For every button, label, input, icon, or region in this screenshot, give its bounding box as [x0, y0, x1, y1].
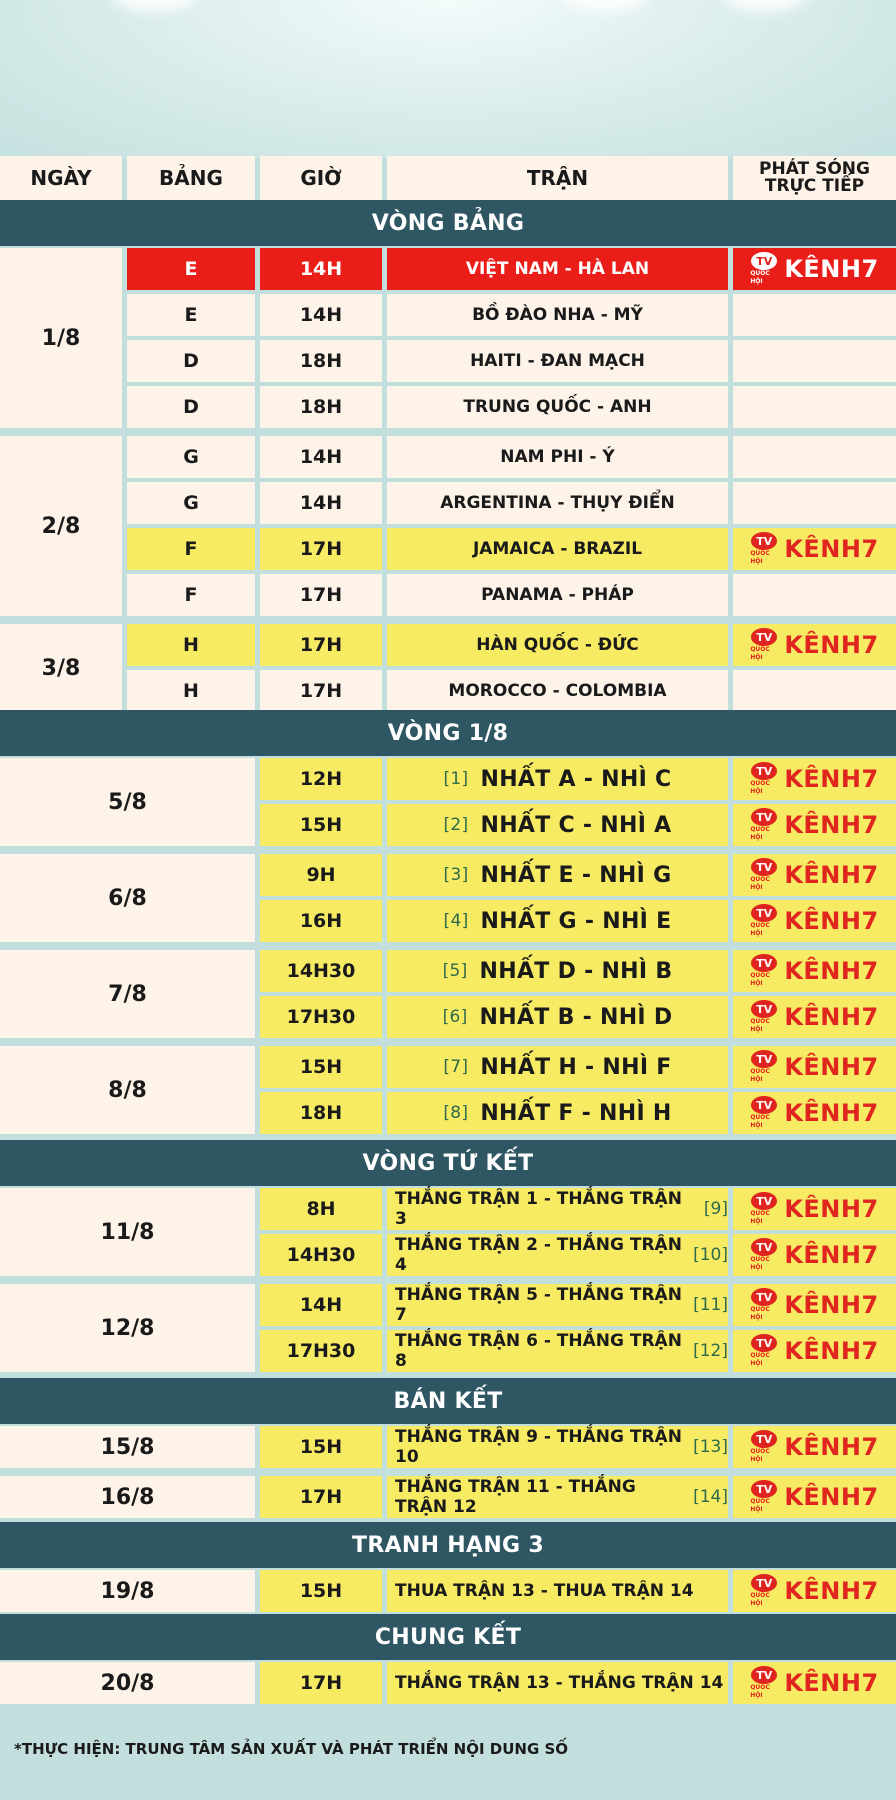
tv-mark-icon — [750, 1480, 778, 1514]
time-cell: 15H — [260, 1046, 382, 1088]
date-cell: 16/8 — [0, 1476, 255, 1518]
match-label: NHẤT D - NHÌ B — [479, 958, 673, 984]
time-cell: 15H — [260, 804, 382, 846]
kenh7-logo — [750, 1096, 878, 1130]
broadcast-cell — [733, 900, 896, 942]
kenh7-logo-text: KÊNH7 — [784, 861, 879, 889]
header-broadcast-line2: TRỰC TIẾP — [764, 176, 865, 196]
match-cell: TRUNG QUỐC - ANH — [387, 386, 728, 428]
match-number: [9] — [703, 1199, 728, 1219]
broadcast-cell — [733, 1234, 896, 1276]
group-cell: E — [127, 248, 255, 290]
kenh7-logo-text: KÊNH7 — [784, 907, 879, 935]
tv-mark-icon — [750, 1666, 778, 1700]
match-label: NHẤT H - NHÌ F — [480, 1054, 672, 1080]
match-label: NHẤT F - NHÌ H — [480, 1100, 672, 1126]
tv-mark-icon — [750, 858, 778, 892]
time-cell: 14H — [260, 294, 382, 336]
time-cell: 14H30 — [260, 950, 382, 992]
tv-mark-icon — [750, 808, 778, 842]
tv-mark-sub: QUỐC HỘI — [750, 1306, 770, 1321]
date-cell: 15/8 — [0, 1426, 255, 1468]
time-cell: 14H — [260, 248, 382, 290]
time-cell: 17H — [260, 528, 382, 570]
kenh7-logo-text: KÊNH7 — [784, 1195, 879, 1223]
kenh7-logo — [750, 762, 878, 796]
date-cell: 8/8 — [0, 1046, 255, 1134]
broadcast-cell-empty — [733, 294, 896, 336]
kenh7-logo — [750, 532, 878, 566]
tv-circle-icon: TV — [751, 1430, 777, 1448]
kenh7-logo — [750, 1334, 878, 1368]
match-cell: HAITI - ĐAN MẠCH — [387, 340, 728, 382]
tv-mark-sub: QUỐC HỘI — [750, 826, 770, 841]
broadcast-cell-empty — [733, 386, 896, 428]
broadcast-cell-empty — [733, 482, 896, 524]
time-cell: 14H — [260, 482, 382, 524]
match-label: NHẤT A - NHÌ C — [480, 766, 672, 792]
match-cell — [387, 1476, 728, 1518]
time-cell: 8H — [260, 1188, 382, 1230]
tv-circle-icon: TV — [751, 1574, 777, 1592]
header-group: BẢNG — [127, 156, 255, 200]
tv-mark-sub: QUỐC HỘI — [750, 972, 770, 987]
date-cell: 1/8 — [0, 248, 122, 428]
match-label: THẮNG TRẬN 2 - THẮNG TRẬN 4 — [395, 1235, 682, 1275]
time-cell: 17H — [260, 574, 382, 616]
tv-mark-sub: QUỐC HỘI — [750, 270, 770, 285]
broadcast-cell — [733, 1188, 896, 1230]
tv-circle-icon: TV — [751, 954, 777, 972]
match-label: NHẤT C - NHÌ A — [480, 812, 672, 838]
match-cell: THẮNG TRẬN 13 - THẮNG TRẬN 14 — [387, 1662, 728, 1704]
kenh7-logo-text: KÊNH7 — [784, 631, 879, 659]
match-label: NHẤT G - NHÌ E — [480, 908, 672, 934]
date-cell: 12/8 — [0, 1284, 255, 1372]
match-number: [1] — [443, 769, 469, 789]
header-date: NGÀY — [0, 156, 122, 200]
group-cell: D — [127, 340, 255, 382]
match-label: THẮNG TRẬN 6 - THẮNG TRẬN 8 — [395, 1331, 682, 1371]
kenh7-logo — [750, 1480, 878, 1514]
tv-mark-sub: QUỐC HỘI — [750, 922, 770, 937]
time-cell: 17H — [260, 1662, 382, 1704]
date-cell: 5/8 — [0, 758, 255, 846]
tv-circle-icon: TV — [751, 252, 777, 270]
tv-circle-icon: TV — [751, 532, 777, 550]
tv-mark-icon — [750, 1430, 778, 1464]
tv-circle-icon: TV — [751, 1050, 777, 1068]
match-cell — [387, 758, 728, 800]
match-label: THẮNG TRẬN 5 - THẮNG TRẬN 7 — [395, 1285, 682, 1325]
kenh7-logo — [750, 1050, 878, 1084]
tv-mark-icon — [750, 1096, 778, 1130]
match-cell — [387, 950, 728, 992]
time-cell: 18H — [260, 340, 382, 382]
kenh7-logo-text: KÊNH7 — [784, 1337, 879, 1365]
header-time: GIỜ — [260, 156, 382, 200]
tv-mark-icon — [750, 1000, 778, 1034]
tv-mark-icon — [750, 252, 778, 286]
tv-circle-icon: TV — [751, 1000, 777, 1018]
match-cell — [387, 1092, 728, 1134]
match-number: [14] — [693, 1487, 728, 1507]
header-broadcast — [733, 156, 896, 200]
kenh7-logo — [750, 628, 878, 662]
broadcast-cell — [733, 1662, 896, 1704]
match-number: [7] — [443, 1057, 469, 1077]
time-cell: 18H — [260, 386, 382, 428]
kenh7-logo-text: KÊNH7 — [784, 765, 879, 793]
broadcast-cell — [733, 854, 896, 896]
kenh7-logo-text: KÊNH7 — [784, 255, 879, 283]
match-label: THẮNG TRẬN 9 - THẮNG TRẬN 10 — [395, 1427, 682, 1467]
group-cell: H — [127, 624, 255, 666]
broadcast-cell — [733, 248, 896, 290]
kenh7-logo — [750, 1666, 878, 1700]
kenh7-logo — [750, 1238, 878, 1272]
date-cell: 19/8 — [0, 1570, 255, 1612]
broadcast-cell-empty — [733, 436, 896, 478]
broadcast-cell — [733, 804, 896, 846]
kenh7-logo-text: KÊNH7 — [784, 1433, 879, 1461]
tv-circle-icon: TV — [751, 762, 777, 780]
match-number: [5] — [442, 961, 468, 981]
tv-circle-icon: TV — [751, 1192, 777, 1210]
group-cell: F — [127, 574, 255, 616]
broadcast-cell — [733, 1426, 896, 1468]
group-cell: G — [127, 436, 255, 478]
light-glow — [720, 0, 810, 12]
match-label: THẮNG TRẬN 1 - THẮNG TRẬN 3 — [395, 1189, 682, 1229]
top-banner — [0, 0, 896, 158]
match-cell: JAMAICA - BRAZIL — [387, 528, 728, 570]
tv-circle-icon: TV — [751, 1666, 777, 1684]
tv-mark-sub: QUỐC HỘI — [750, 1068, 770, 1083]
match-cell — [387, 996, 728, 1038]
match-cell — [387, 1234, 728, 1276]
match-cell: BỒ ĐÀO NHA - MỸ — [387, 294, 728, 336]
kenh7-logo-text: KÊNH7 — [784, 1669, 879, 1697]
tv-mark-sub: QUỐC HỘI — [750, 1498, 770, 1513]
tv-mark-icon — [750, 1574, 778, 1608]
date-cell: 7/8 — [0, 950, 255, 1038]
time-cell: 14H30 — [260, 1234, 382, 1276]
kenh7-logo — [750, 904, 878, 938]
tv-circle-icon: TV — [751, 858, 777, 876]
kenh7-logo — [750, 1430, 878, 1464]
kenh7-logo-text: KÊNH7 — [784, 535, 879, 563]
tv-mark-icon — [750, 954, 778, 988]
broadcast-cell — [733, 1330, 896, 1372]
header-match: TRẬN — [387, 156, 728, 200]
tv-mark-icon — [750, 1238, 778, 1272]
match-cell: PANAMA - PHÁP — [387, 574, 728, 616]
broadcast-cell — [733, 996, 896, 1038]
footer-credit: *THỰC HIỆN: TRUNG TÂM SẢN XUẤT VÀ PHÁT TRIỂN NỘI DUNG SỐ — [14, 1740, 569, 1758]
match-label: THẮNG TRẬN 11 - THẮNG TRẬN 12 — [395, 1477, 636, 1517]
broadcast-cell-empty — [733, 340, 896, 382]
time-cell: 12H — [260, 758, 382, 800]
tv-mark-icon — [750, 1192, 778, 1226]
match-cell: VIỆT NAM - HÀ LAN — [387, 248, 728, 290]
group-cell: H — [127, 670, 255, 712]
broadcast-cell — [733, 758, 896, 800]
broadcast-cell-empty — [733, 670, 896, 712]
tv-mark-sub: QUỐC HỘI — [750, 1018, 770, 1033]
tv-mark-sub: QUỐC HỘI — [750, 550, 770, 565]
match-cell — [387, 1426, 728, 1468]
match-cell — [387, 1188, 728, 1230]
time-cell: 9H — [260, 854, 382, 896]
match-number: [2] — [443, 815, 469, 835]
tv-circle-icon: TV — [751, 904, 777, 922]
time-cell: 14H — [260, 436, 382, 478]
broadcast-cell — [733, 1284, 896, 1326]
broadcast-cell — [733, 528, 896, 570]
group-cell: F — [127, 528, 255, 570]
kenh7-logo-text: KÊNH7 — [784, 1483, 879, 1511]
kenh7-logo — [750, 954, 878, 988]
tv-circle-icon: TV — [751, 1334, 777, 1352]
tv-circle-icon: TV — [751, 1480, 777, 1498]
kenh7-logo — [750, 858, 878, 892]
tv-mark-sub: QUỐC HỘI — [750, 1210, 770, 1225]
tv-mark-sub: QUỐC HỘI — [750, 646, 770, 661]
match-cell: MOROCCO - COLOMBIA — [387, 670, 728, 712]
match-label: NHẤT B - NHÌ D — [479, 1004, 673, 1030]
tv-mark-sub: QUỐC HỘI — [750, 1448, 770, 1463]
kenh7-logo-text: KÊNH7 — [784, 811, 879, 839]
broadcast-cell — [733, 950, 896, 992]
broadcast-cell — [733, 1476, 896, 1518]
tv-mark-icon — [750, 904, 778, 938]
time-cell: 17H30 — [260, 1330, 382, 1372]
group-cell: E — [127, 294, 255, 336]
tv-circle-icon: TV — [751, 1096, 777, 1114]
broadcast-cell-empty — [733, 574, 896, 616]
kenh7-logo-text: KÊNH7 — [784, 1003, 879, 1031]
match-number: [12] — [693, 1341, 728, 1361]
section-band-qf: VÒNG TỨ KẾT — [0, 1140, 896, 1186]
match-number: [8] — [443, 1103, 469, 1123]
time-cell: 15H — [260, 1426, 382, 1468]
tv-mark-icon — [750, 1288, 778, 1322]
tv-mark-sub: QUỐC HỘI — [750, 780, 770, 795]
section-band-final: CHUNG KẾT — [0, 1614, 896, 1660]
broadcast-cell — [733, 624, 896, 666]
group-cell: D — [127, 386, 255, 428]
kenh7-logo-text: KÊNH7 — [784, 1291, 879, 1319]
broadcast-cell — [733, 1570, 896, 1612]
section-band-third: TRANH HẠNG 3 — [0, 1522, 896, 1568]
match-cell — [387, 854, 728, 896]
kenh7-logo — [750, 1288, 878, 1322]
tv-mark-sub: QUỐC HỘI — [750, 1352, 770, 1367]
kenh7-logo — [750, 252, 878, 286]
kenh7-logo-text: KÊNH7 — [784, 957, 879, 985]
time-cell: 15H — [260, 1570, 382, 1612]
match-cell: NAM PHI - Ý — [387, 436, 728, 478]
tv-mark-sub: QUỐC HỘI — [750, 1114, 770, 1129]
date-cell: 3/8 — [0, 624, 122, 712]
time-cell: 18H — [260, 1092, 382, 1134]
tv-mark-sub: QUỐC HỘI — [750, 1684, 770, 1699]
date-cell: 6/8 — [0, 854, 255, 942]
match-number: [6] — [442, 1007, 468, 1027]
time-cell: 17H — [260, 1476, 382, 1518]
broadcast-cell — [733, 1092, 896, 1134]
tv-mark-icon — [750, 1334, 778, 1368]
match-cell — [387, 1330, 728, 1372]
date-cell: 2/8 — [0, 436, 122, 616]
time-cell: 14H — [260, 1284, 382, 1326]
tv-mark-sub: QUỐC HỘI — [750, 1592, 770, 1607]
section-band-group: VÒNG BẢNG — [0, 200, 896, 246]
match-cell: HÀN QUỐC - ĐỨC — [387, 624, 728, 666]
section-band-r16: VÒNG 1/8 — [0, 710, 896, 756]
kenh7-logo-text: KÊNH7 — [784, 1099, 879, 1127]
kenh7-logo-text: KÊNH7 — [784, 1053, 879, 1081]
match-number: [13] — [693, 1437, 728, 1457]
light-glow — [560, 0, 650, 12]
date-cell: 20/8 — [0, 1662, 255, 1704]
table-header — [0, 156, 896, 200]
time-cell: 16H — [260, 900, 382, 942]
match-cell — [387, 1046, 728, 1088]
header-broadcast-line1: PHÁT SÓNG — [759, 159, 870, 179]
tv-mark-icon — [750, 532, 778, 566]
broadcast-cell — [733, 1046, 896, 1088]
tv-circle-icon: TV — [751, 808, 777, 826]
tv-circle-icon: TV — [751, 1238, 777, 1256]
tv-mark-icon — [750, 762, 778, 796]
kenh7-logo — [750, 808, 878, 842]
tv-mark-sub: QUỐC HỘI — [750, 1256, 770, 1271]
tv-circle-icon: TV — [751, 1288, 777, 1306]
time-cell: 17H — [260, 624, 382, 666]
match-number: [4] — [443, 911, 469, 931]
time-cell: 17H — [260, 670, 382, 712]
match-cell — [387, 804, 728, 846]
light-glow — [110, 0, 200, 12]
match-cell: ARGENTINA - THỤY ĐIỂN — [387, 482, 728, 524]
match-number: [3] — [443, 865, 469, 885]
tv-mark-sub: QUỐC HỘI — [750, 876, 770, 891]
kenh7-logo-text: KÊNH7 — [784, 1577, 879, 1605]
match-label: NHẤT E - NHÌ G — [480, 862, 672, 888]
match-cell: THUA TRẬN 13 - THUA TRẬN 14 — [387, 1570, 728, 1612]
section-band-sf: BÁN KẾT — [0, 1378, 896, 1424]
match-cell — [387, 900, 728, 942]
kenh7-logo — [750, 1000, 878, 1034]
kenh7-logo-text: KÊNH7 — [784, 1241, 879, 1269]
group-cell: G — [127, 482, 255, 524]
kenh7-logo — [750, 1574, 878, 1608]
match-cell — [387, 1284, 728, 1326]
tv-mark-icon — [750, 1050, 778, 1084]
time-cell: 17H30 — [260, 996, 382, 1038]
tv-mark-icon — [750, 628, 778, 662]
match-number: [11] — [693, 1295, 728, 1315]
kenh7-logo — [750, 1192, 878, 1226]
match-number: [10] — [693, 1245, 728, 1265]
date-cell: 11/8 — [0, 1188, 255, 1276]
tv-circle-icon: TV — [751, 628, 777, 646]
